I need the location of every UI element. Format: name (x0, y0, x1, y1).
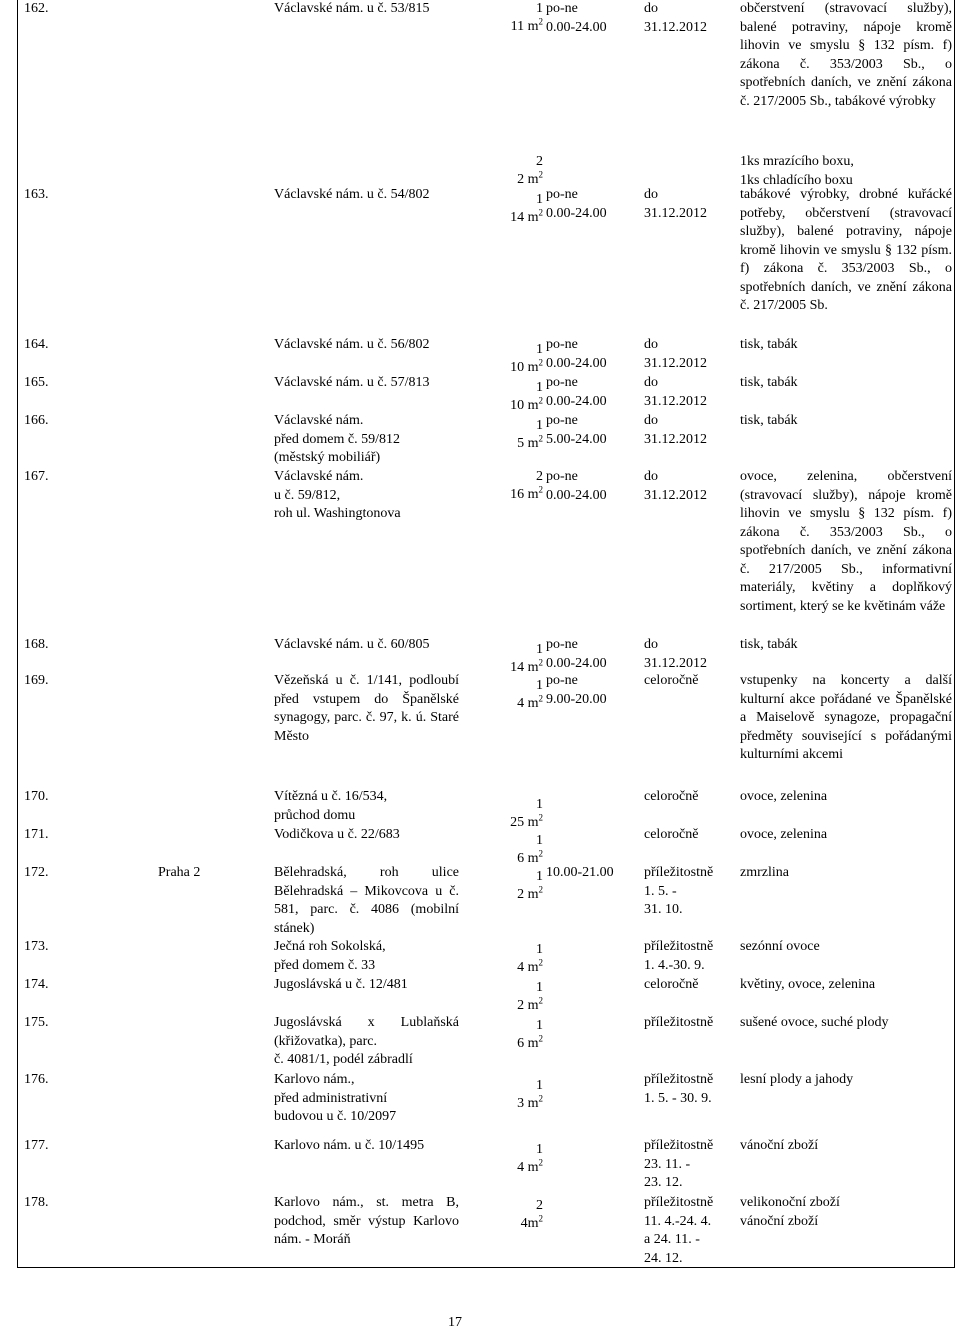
goods-description: květiny, ovoce, zelenina (740, 977, 876, 992)
row-number: 171. (24, 827, 49, 842)
stand-area (468, 886, 543, 905)
goods-description: občerstvení (stravovací služby), balené potraviny, nápoje kromě lihovin ve smyslu § 132 písm. f) zákona č. 353/2003 Sb., o spotřebních daních, ve znění zákona č. 217/2005 Sb., tabákové výrobky (740, 1, 952, 109)
location-address: Karlovo nám., před administrativní budovou u č. 10/2097 (274, 1072, 397, 1124)
location-address: Jugoslávská x Lublaňská (křižovatka), parc. č. 4081/1, podél zábradlí (274, 1015, 459, 1067)
stand-area (468, 486, 543, 505)
sales-period: příležitostně 23. 11. - 23. 12. (644, 1138, 714, 1190)
area-unit-exponent: 2 (538, 1093, 543, 1104)
location-address: Václavské nám. u č. 57/813 (274, 375, 430, 390)
row-number: 178. (24, 1195, 49, 1210)
goods-description: 1ks mrazícího boxu, 1ks chladícího boxu (740, 154, 854, 188)
location-address: Vodičkova u č. 22/683 (274, 827, 400, 842)
location-address: Václavské nám. u č. 53/815 (274, 1, 430, 16)
location-address: Karlovo nám., st. metra B, podchod, směr výstup Karlovo nám. - Moráň (274, 1195, 459, 1247)
goods-description: tisk, tabák (740, 337, 798, 352)
sales-period: do 31.12.2012 (644, 637, 707, 671)
area-unit-exponent: 2 (538, 16, 543, 27)
stand-count: 1 (536, 942, 543, 957)
stand-area (468, 171, 543, 190)
row-number: 175. (24, 1015, 49, 1030)
stand-area (468, 359, 543, 378)
area-unit-exponent: 2 (538, 693, 543, 704)
stand-area (468, 997, 543, 1016)
goods-description: tisk, tabák (740, 413, 798, 428)
area-value: 2 m (517, 887, 539, 902)
stand-count: 2 (536, 469, 543, 484)
row-number: 173. (24, 939, 49, 954)
area-value: 4 m (517, 1160, 539, 1175)
row-number: 169. (24, 673, 49, 688)
row-number: 163. (24, 187, 49, 202)
goods-description: sezónní ovoce (740, 939, 820, 954)
sales-period: do 31.12.2012 (644, 413, 707, 447)
area-unit-exponent: 2 (538, 1157, 543, 1168)
goods-description: ovoce, zelenina, občerstvení (stravovací služby), nápoje kromě lihovin ve smyslu § 132 písm. f) zákona č. 353/2003 Sb., o spotřebních daních, ve znění zákona č. 217/2005 Sb., informativní materiály, květiny a doplňkový sortiment, který se ke květinám váže (740, 469, 952, 614)
area-unit-exponent: 2 (538, 169, 543, 180)
stand-count: 1 (536, 869, 543, 884)
stand-area (468, 814, 543, 833)
row-number: 165. (24, 375, 49, 390)
sales-period: do 31.12.2012 (644, 1, 707, 35)
area-value: 16 m (510, 487, 539, 502)
stand-area (468, 435, 543, 454)
location-address: Jugoslávská u č. 12/481 (274, 977, 408, 992)
location-address: Václavské nám. u č. 60/805 (274, 637, 430, 652)
area-unit-exponent: 2 (538, 395, 543, 406)
page-number: 17 (448, 1315, 462, 1330)
stand-count: 1 (536, 642, 543, 657)
goods-description: sušené ovoce, suché plody (740, 1015, 889, 1030)
row-number: 162. (24, 1, 49, 16)
stand-area (468, 850, 543, 869)
goods-description: tisk, tabák (740, 375, 798, 390)
sales-time: po-ne 0.00-24.00 (546, 469, 607, 503)
area-value: 14 m (510, 210, 539, 225)
stand-area (468, 1215, 543, 1234)
area-unit-exponent: 2 (538, 357, 543, 368)
district-label: Praha 2 (158, 865, 201, 880)
stand-count: 2 (536, 1198, 543, 1213)
area-value: 10 m (510, 398, 539, 413)
stand-count: 1 (536, 1, 543, 16)
area-unit-exponent: 2 (538, 1213, 543, 1224)
location-address: Bělehradská, roh ulice Bělehradská – Mikovcova u č. 581, parc. č. 4086 (mobilní stánek) (274, 865, 459, 936)
location-address: Václavské nám. u č. 54/802 (274, 187, 430, 202)
stand-area (468, 1035, 543, 1054)
stand-count: 1 (536, 678, 543, 693)
row-number: 168. (24, 637, 49, 652)
stand-area (468, 1159, 543, 1178)
area-unit-exponent: 2 (538, 207, 543, 218)
area-unit-exponent: 2 (538, 957, 543, 968)
sales-period: příležitostně 1. 4.-30. 9. (644, 939, 714, 973)
stand-count: 1 (536, 1018, 543, 1033)
sales-time: po-ne 0.00-24.00 (546, 1, 607, 35)
area-value: 4 m (517, 696, 539, 711)
area-value: 11 m (510, 19, 539, 34)
area-value: 3 m (517, 1096, 539, 1111)
goods-description: vstupenky na koncerty a další kulturní akce pořádané ve Španělské a Maiselově synagoze, propagační předměty související s pořádanými kulturními akcemi (740, 673, 952, 762)
area-unit-exponent: 2 (538, 1033, 543, 1044)
stand-area (468, 18, 543, 37)
area-value: 10 m (510, 360, 539, 375)
row-number: 172. (24, 865, 49, 880)
goods-description: vánoční zboží (740, 1138, 819, 1153)
area-value: 4m (520, 1216, 539, 1231)
stand-area (468, 695, 543, 714)
location-address: Vítězná u č. 16/534, průchod domu (274, 789, 388, 823)
area-unit-exponent: 2 (538, 812, 543, 823)
row-number: 177. (24, 1138, 49, 1153)
area-value: 6 m (517, 851, 539, 866)
sales-time: po-ne 9.00-20.00 (546, 673, 607, 707)
sales-time: po-ne 0.00-24.00 (546, 637, 607, 671)
sales-time: po-ne 0.00-24.00 (546, 337, 607, 371)
area-unit-exponent: 2 (538, 433, 543, 444)
sales-period: do 31.12.2012 (644, 337, 707, 371)
area-unit-exponent: 2 (538, 884, 543, 895)
sales-period: příležitostně 1. 5. - 30. 9. (644, 1072, 714, 1106)
sales-period: do 31.12.2012 (644, 187, 707, 221)
sales-period: do 31.12.2012 (644, 469, 707, 503)
goods-description: ovoce, zelenina (740, 789, 828, 804)
location-address: Václavské nám. u č. 56/802 (274, 337, 430, 352)
area-value: 5 m (517, 436, 539, 451)
sales-period: příležitostně (644, 1015, 714, 1030)
sales-period: celoročně (644, 673, 699, 688)
goods-description: lesní plody a jahody (740, 1072, 854, 1087)
stand-count: 1 (536, 833, 543, 848)
sales-period: celoročně (644, 789, 699, 804)
area-value: 4 m (517, 960, 539, 975)
goods-description: velikonoční zboží vánoční zboží (740, 1195, 840, 1229)
goods-description: tisk, tabák (740, 637, 798, 652)
location-address: Ječná roh Sokolská, před domem č. 33 (274, 939, 386, 973)
area-value: 14 m (510, 660, 539, 675)
stand-count: 1 (536, 1078, 543, 1093)
location-address: Václavské nám. u č. 59/812, roh ul. Washingtonova (274, 469, 401, 521)
stand-count: 1 (536, 418, 543, 433)
stand-area (468, 659, 543, 678)
sales-time: po-ne 5.00-24.00 (546, 413, 607, 447)
sales-period: příležitostně 11. 4.-24. 4. a 24. 11. - 24. 12. (644, 1195, 714, 1266)
stand-area (468, 209, 543, 228)
stand-area (468, 397, 543, 416)
row-number: 166. (24, 413, 49, 428)
goods-description: tabákové výrobky, drobné kuřácké potřeby, občerstvení (stravovací služby), balené potraviny, nápoje kromě lihovin ve smyslu § 132 písm. f) zákona č. 353/2003 Sb., o spotřebních daních, ve znění zákona č. 217/2005 Sb. (740, 187, 952, 313)
stand-area (468, 1095, 543, 1114)
row-number: 164. (24, 337, 49, 352)
goods-description: zmrzlina (740, 865, 789, 880)
sales-time: 10.00-21.00 (546, 865, 614, 880)
sales-period: příležitostně 1. 5. - 31. 10. (644, 865, 714, 917)
row-number: 174. (24, 977, 49, 992)
stand-count: 1 (536, 192, 543, 207)
stand-count: 1 (536, 342, 543, 357)
location-address: Vězeňská u č. 1/141, podloubí před vstupem do Španělské synagogy, parc. č. 97, k. ú. Staré Město (274, 673, 459, 744)
stand-count: 1 (536, 380, 543, 395)
area-unit-exponent: 2 (538, 657, 543, 668)
location-address: Václavské nám. před domem č. 59/812 (městský mobiliář) (274, 413, 400, 465)
stand-count: 2 (536, 154, 543, 169)
sales-period: celoročně (644, 977, 699, 992)
area-value: 2 m (517, 172, 539, 187)
location-address: Karlovo nám. u č. 10/1495 (274, 1138, 425, 1153)
stand-area (468, 959, 543, 978)
sales-time: po-ne 0.00-24.00 (546, 187, 607, 221)
goods-description: ovoce, zelenina (740, 827, 828, 842)
area-unit-exponent: 2 (538, 484, 543, 495)
area-unit-exponent: 2 (538, 995, 543, 1006)
sales-time: po-ne 0.00-24.00 (546, 375, 607, 409)
stand-count: 1 (536, 797, 543, 812)
stand-count: 1 (536, 1142, 543, 1157)
stand-count: 1 (536, 980, 543, 995)
row-number: 170. (24, 789, 49, 804)
row-number: 167. (24, 469, 49, 484)
sales-period: celoročně (644, 827, 699, 842)
row-number: 176. (24, 1072, 49, 1087)
sales-period: do 31.12.2012 (644, 375, 707, 409)
area-value: 25 m (510, 815, 539, 830)
area-value: 6 m (517, 1036, 539, 1051)
area-unit-exponent: 2 (538, 848, 543, 859)
area-value: 2 m (517, 998, 539, 1013)
